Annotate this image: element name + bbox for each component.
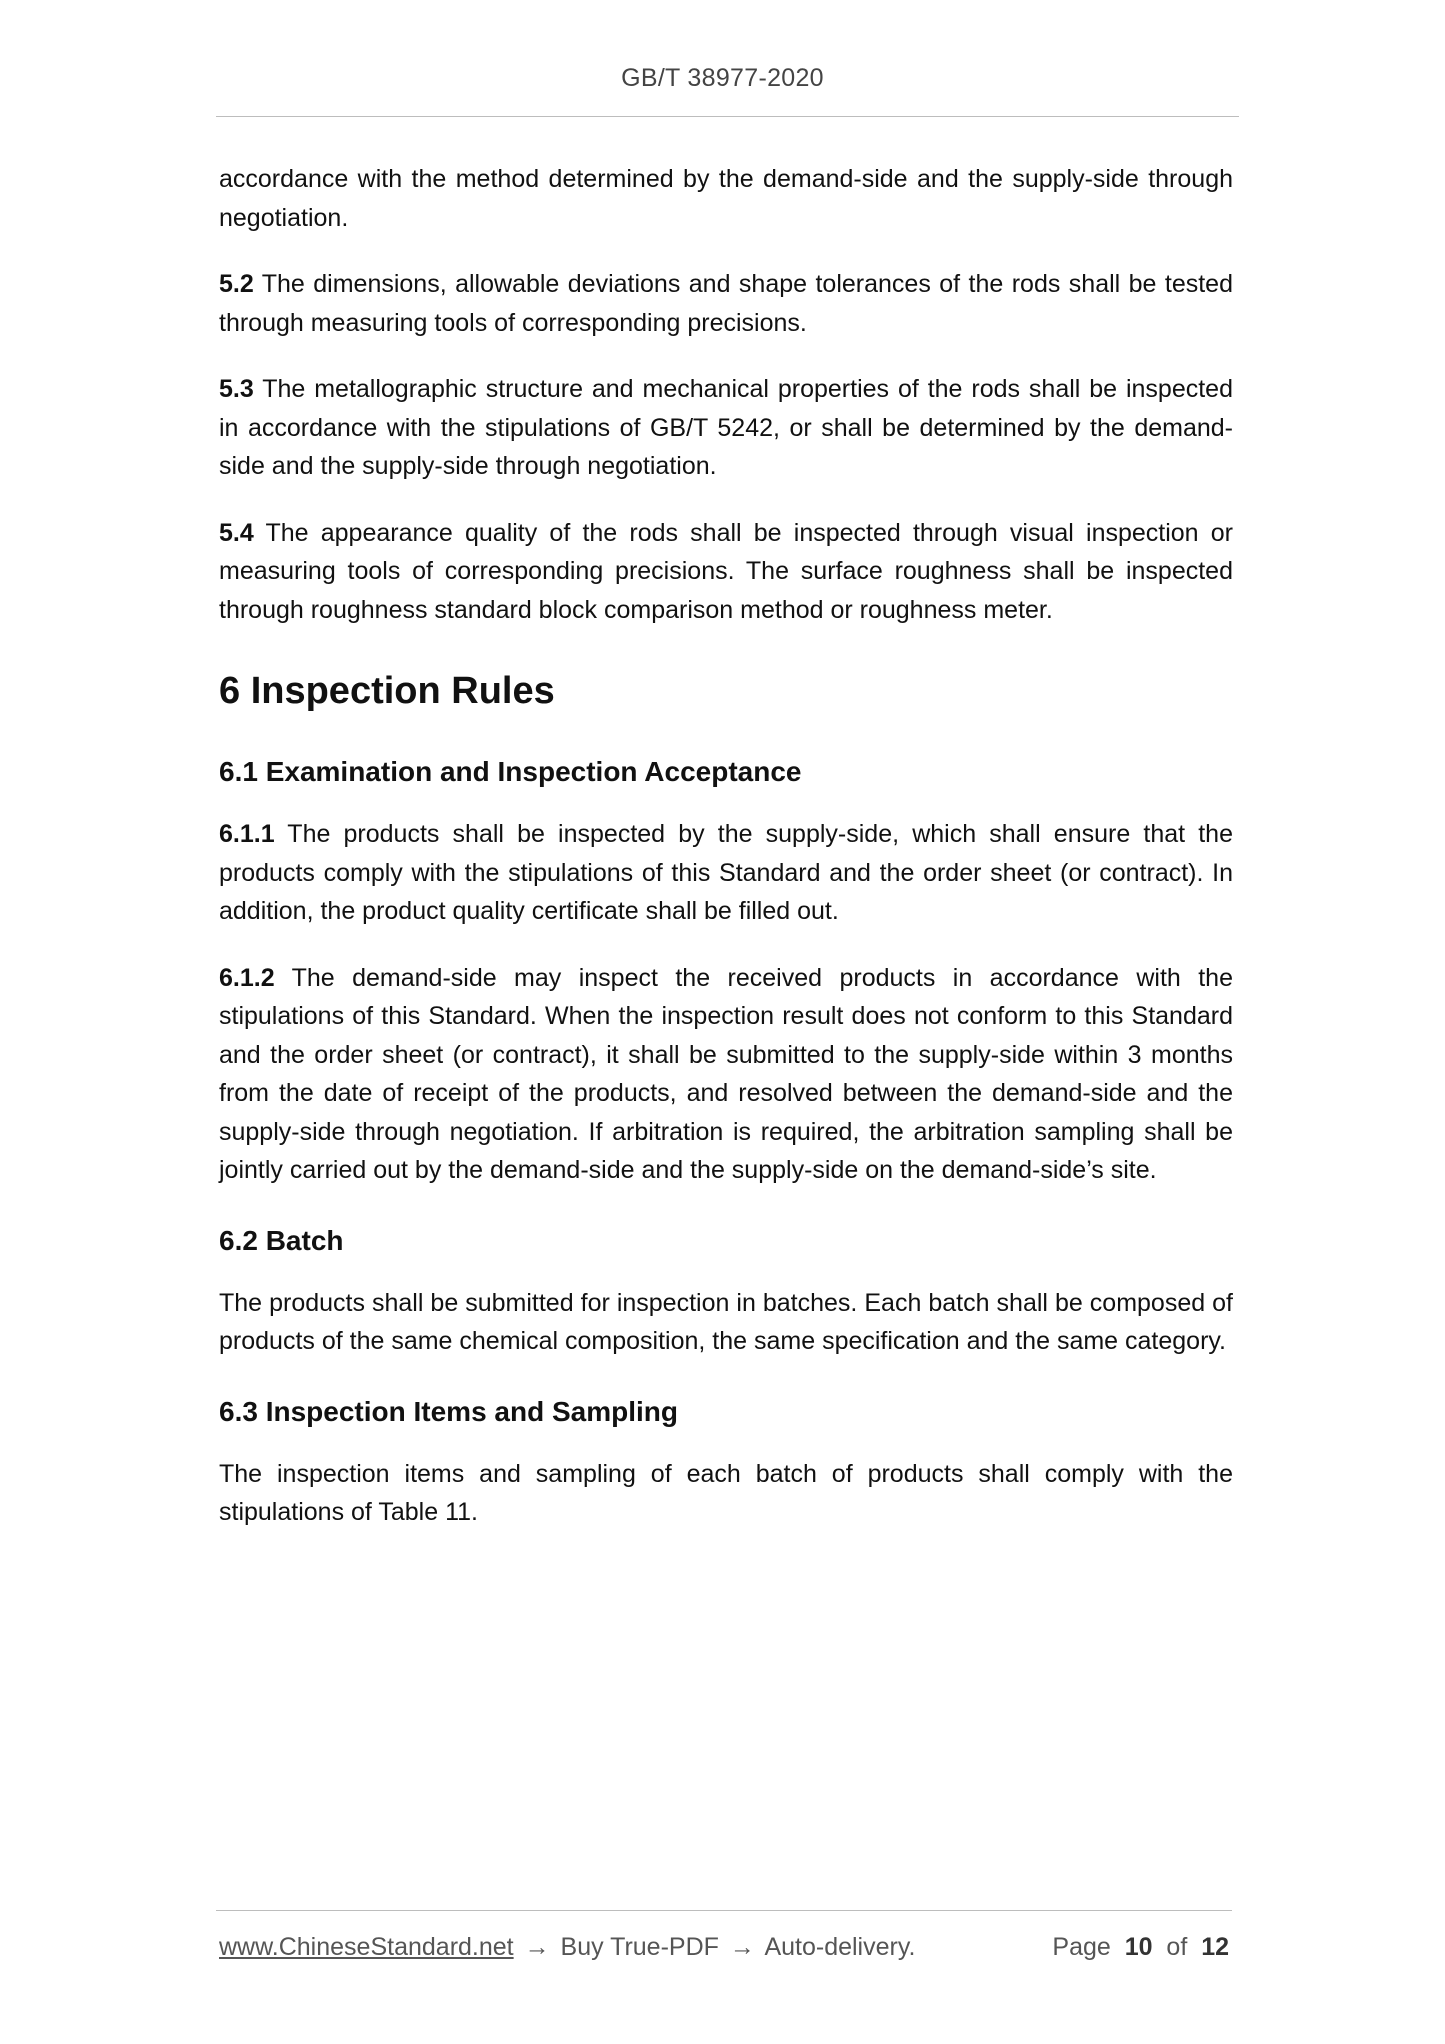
running-header: GB/T 38977-2020 <box>621 64 824 92</box>
clause-5-3 <box>219 370 1233 486</box>
site-link[interactable]: www.ChineseStandard.net <box>219 1933 514 1961</box>
header-divider <box>216 116 1239 117</box>
clause-6-1-1 <box>219 815 1233 931</box>
page-current: 10 <box>1124 1933 1153 1961</box>
page-number <box>1052 1930 1229 1964</box>
arrow-right-icon: → <box>524 1933 550 1961</box>
clause-text: The demand-side may inspect the received products in accordance with the stipulations of this Standard. When the inspection result does not conform to this Standard and the order sheet (or contract), it shall be submitted to the supply-side within 3 months from the date of receipt of the products, and resolved between the demand-side and the supply-side through negotiation. If arbitration is required, the arbitration sampling shall be jointly carried out by the demand-side and the supply-side on the demand-side’s site. <box>219 963 1233 1184</box>
page-label: Page <box>1052 1933 1111 1961</box>
arrow-right-icon: → <box>729 1933 755 1961</box>
clause-text: The metallographic structure and mechanical properties of the rods shall be inspected in accordance with the stipulations of GB/T 5242, or shall be determined by the demand-side and the supply-side through negotiation. <box>219 375 1233 480</box>
footer-promo <box>219 1930 915 1964</box>
clause-number: 5.4 <box>219 518 254 547</box>
page-content <box>219 160 1233 1532</box>
delivery-text: Auto-delivery. <box>764 1933 916 1961</box>
clause-number: 6.1.2 <box>219 963 275 992</box>
clause-number: 6.1.1 <box>219 820 275 848</box>
clause-5-4 <box>219 514 1233 630</box>
section-6-heading: 6 Inspection Rules <box>219 670 555 712</box>
clause-text: The products shall be inspected by the supply-side, which shall ensure that the products comply with the stipulations of this Standard and the order sheet (or contract). In addition, the product quality certificate shall be filled out. <box>219 820 1233 925</box>
page-of: of <box>1166 1933 1188 1961</box>
section-6-1-heading: 6.1 Examination and Inspection Acceptance <box>219 756 802 787</box>
buy-text: Buy True-PDF <box>560 1933 719 1961</box>
clause-6-3-body: The inspection items and sampling of each batch of products shall comply with the stipulations of Table 11. <box>219 1459 1233 1526</box>
clause-number: 5.2 <box>219 270 254 298</box>
paragraph-continuation: accordance with the method determined by the demand-side and the supply-side through negotiation. <box>219 165 1233 232</box>
clause-text: The appearance quality of the rods shall be inspected through visual inspection or measuring tools of corresponding precisions. The surface roughness shall be inspected through roughness standard block comparison method or roughness meter. <box>219 518 1233 624</box>
clause-6-1-2 <box>219 959 1233 1190</box>
clause-number: 5.3 <box>219 375 254 403</box>
clause-5-2 <box>219 265 1233 342</box>
clause-6-2-body: The products shall be submitted for inspection in batches. Each batch shall be composed of products of the same chemical composition, the same specification and the same category. <box>219 1288 1233 1355</box>
section-6-3-heading: 6.3 Inspection Items and Sampling <box>219 1395 678 1427</box>
page-total: 12 <box>1201 1933 1229 1961</box>
footer-divider <box>216 1910 1232 1911</box>
section-6-2-heading: 6.2 Batch <box>219 1224 344 1256</box>
clause-text: The dimensions, allowable deviations and shape tolerances of the rods shall be tested through measuring tools of corresponding precisions. <box>219 270 1233 337</box>
page-footer <box>219 1930 1229 1964</box>
